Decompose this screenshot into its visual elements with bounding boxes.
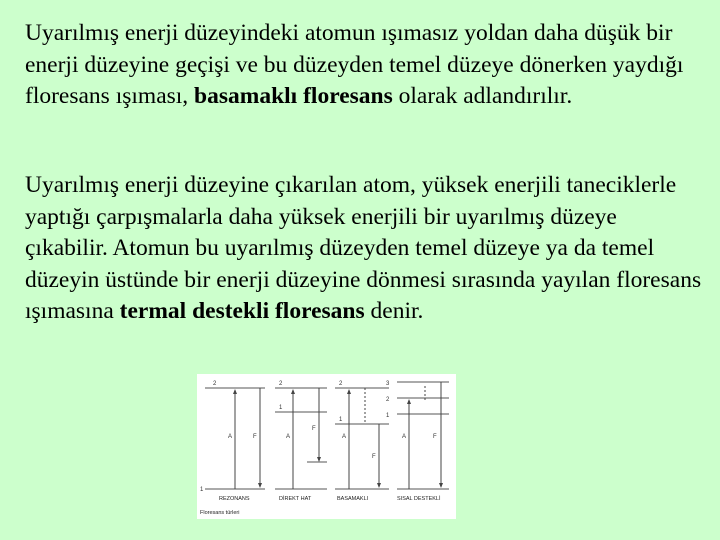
arrow-label: F xyxy=(372,454,376,460)
paragraph-cascade-fluorescence xyxy=(25,18,705,113)
panel-rezonans xyxy=(200,381,265,502)
panel-basamakli xyxy=(335,381,389,502)
panel-direkt-hat xyxy=(275,381,327,502)
level-label: 1 xyxy=(386,413,390,419)
arrowhead xyxy=(439,483,443,488)
arrow-label: F xyxy=(253,434,257,440)
arrow-label: A xyxy=(342,434,347,440)
diagram-footer: Floresans türleri xyxy=(200,510,240,516)
arrowhead xyxy=(233,389,237,394)
level-label: 2 xyxy=(279,381,283,387)
arrowhead xyxy=(347,389,351,394)
level-label: 1 xyxy=(339,417,343,423)
panel-caption: SISAL DESTEKLİ xyxy=(397,496,441,502)
panel-caption: REZONANS xyxy=(219,496,250,502)
panel-caption: DİREKT HAT xyxy=(279,496,312,502)
arrowhead xyxy=(377,483,381,488)
level-label: 2 xyxy=(339,381,343,387)
arrow-label: F xyxy=(433,434,437,440)
term-thermal-assisted-fluorescence: termal destekli floresans xyxy=(119,298,365,324)
paragraph2-text-end: denir. xyxy=(364,298,424,324)
paragraph-thermal-assisted-fluorescence xyxy=(25,170,705,328)
arrow-label: A xyxy=(402,434,407,440)
panel-caption: BASAMAKLI xyxy=(337,496,369,502)
arrowhead xyxy=(291,389,295,394)
paragraph1-text-end: olarak adlandırılır. xyxy=(392,83,573,109)
level-label: 3 xyxy=(386,381,390,387)
panel-sisal-destekli xyxy=(386,381,449,502)
arrowhead xyxy=(317,457,321,462)
arrow-label: A xyxy=(286,434,291,440)
level-label: 1 xyxy=(279,405,283,411)
term-cascade-fluorescence: basamaklı floresans xyxy=(194,83,393,109)
level-label: 2 xyxy=(386,397,390,403)
level-label: 1 xyxy=(200,487,204,493)
fluorescence-types-diagram xyxy=(197,374,456,519)
level-label: 2 xyxy=(213,381,217,387)
arrowhead xyxy=(407,399,411,404)
arrow-label: A xyxy=(228,434,233,440)
paragraph2-text: Uyarılmış enerji düzeyine çıkarılan atom, yüksek enerjili taneciklerle yaptığı çarpışmalarla daha yüksek enerjili bir uyarılmış düzeye çıkabilir. Atomun bu uyarılmış düzeyden temel düzeye ya da temel düzeyin üstünde bir enerji düzeyine dönmesi sırasında yayılan floresans ışımasına xyxy=(25,172,702,324)
arrow-label: F xyxy=(312,426,316,432)
paragraph1-text: Uyarılmış enerji düzeyindeki atomun ışımasız yoldan daha düşük bir enerji düzeyine geçişi ve bu düzeyden temel düzeye dönerken yaydığı floresans ışıması, xyxy=(25,20,684,109)
energy-level-diagram xyxy=(197,374,456,519)
arrowhead xyxy=(258,483,262,488)
